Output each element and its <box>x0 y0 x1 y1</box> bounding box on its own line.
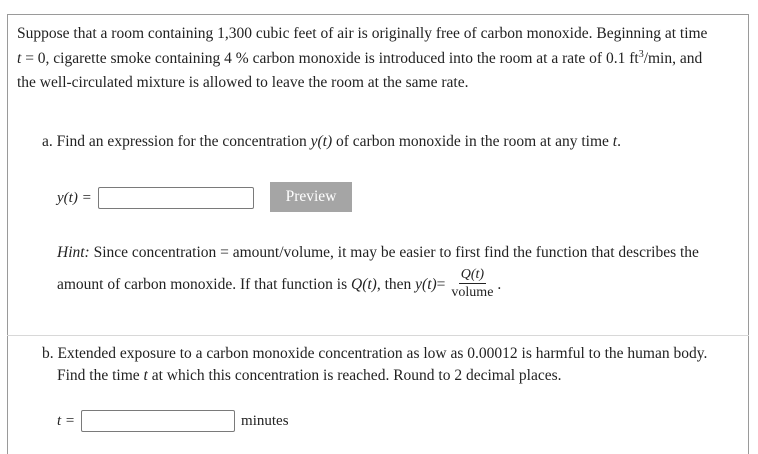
y-function: y(t) <box>415 275 437 293</box>
fraction <box>449 267 495 302</box>
units-label: minutes <box>241 412 289 429</box>
part-a-prefix: a. Find an expression for the concentration <box>42 133 311 150</box>
exponent: 3 <box>638 48 644 60</box>
preview-button[interactable]: Preview <box>270 182 352 212</box>
t-answer-label <box>57 413 75 430</box>
part-b-variable: t <box>143 367 148 384</box>
answer-row-t <box>57 409 289 433</box>
fraction-denominator: volume <box>451 284 494 300</box>
problem-line-2-text: = 0, cigarette smoke containing 4 % carbon monoxide is introduced into the room at a rate of 0.1 ft <box>21 49 639 67</box>
hint-block <box>57 235 747 302</box>
time-variable: t <box>17 49 22 67</box>
hint-then: , then <box>376 275 412 293</box>
section-divider <box>7 335 749 336</box>
t-label-text: t = <box>57 412 76 429</box>
part-a-question <box>42 133 621 151</box>
problem-line-1: Suppose that a room containing 1,300 cubic feet of air is originally free of carbon monoxide. Beginning at time <box>17 25 708 42</box>
part-b-line-1: b. Extended exposure to a carbon monoxide concentration as low as 0.00012 is harmful to the human body. <box>42 345 708 362</box>
hint-line-1 <box>57 235 747 270</box>
hint-line-2 <box>57 266 747 302</box>
y-answer-label <box>57 190 92 207</box>
part-a-function: y(t) <box>310 133 333 150</box>
equals-sign: = <box>436 275 446 293</box>
part-a-mid: of carbon monoxide in the room at any time <box>332 133 613 150</box>
problem-line-2-rate-unit: /min, and <box>643 49 703 67</box>
y-label-text: y(t) = <box>57 189 92 206</box>
problem-line-2 <box>17 47 742 72</box>
q-function: Q(t) <box>351 275 377 293</box>
part-b-line-2 <box>42 365 742 387</box>
hint-line-1-text: Since concentration = amount/volume, it may be easier to first find the function that describes the <box>89 244 699 261</box>
part-b-line-2-a: Find the time <box>57 367 144 384</box>
part-a-variable: t <box>612 133 618 150</box>
part-b-question <box>42 343 742 387</box>
problem-line-3: the well-circulated mixture is allowed to leave the room at the same rate. <box>17 74 469 91</box>
hint-line-2-text: amount of carbon monoxide. If that function is <box>57 275 348 293</box>
part-a-suffix: . <box>617 133 621 150</box>
hint-period: . <box>497 275 502 293</box>
t-answer-input[interactable] <box>81 410 235 432</box>
part-b-line-2-b: at which this concentration is reached. Round to 2 decimal places. <box>147 367 562 384</box>
hint-title: Hint: <box>57 244 90 261</box>
fraction-numerator: Q(t) <box>460 266 485 282</box>
problem-statement <box>17 22 742 96</box>
y-answer-input[interactable] <box>98 187 254 209</box>
answer-row-y <box>57 184 254 212</box>
